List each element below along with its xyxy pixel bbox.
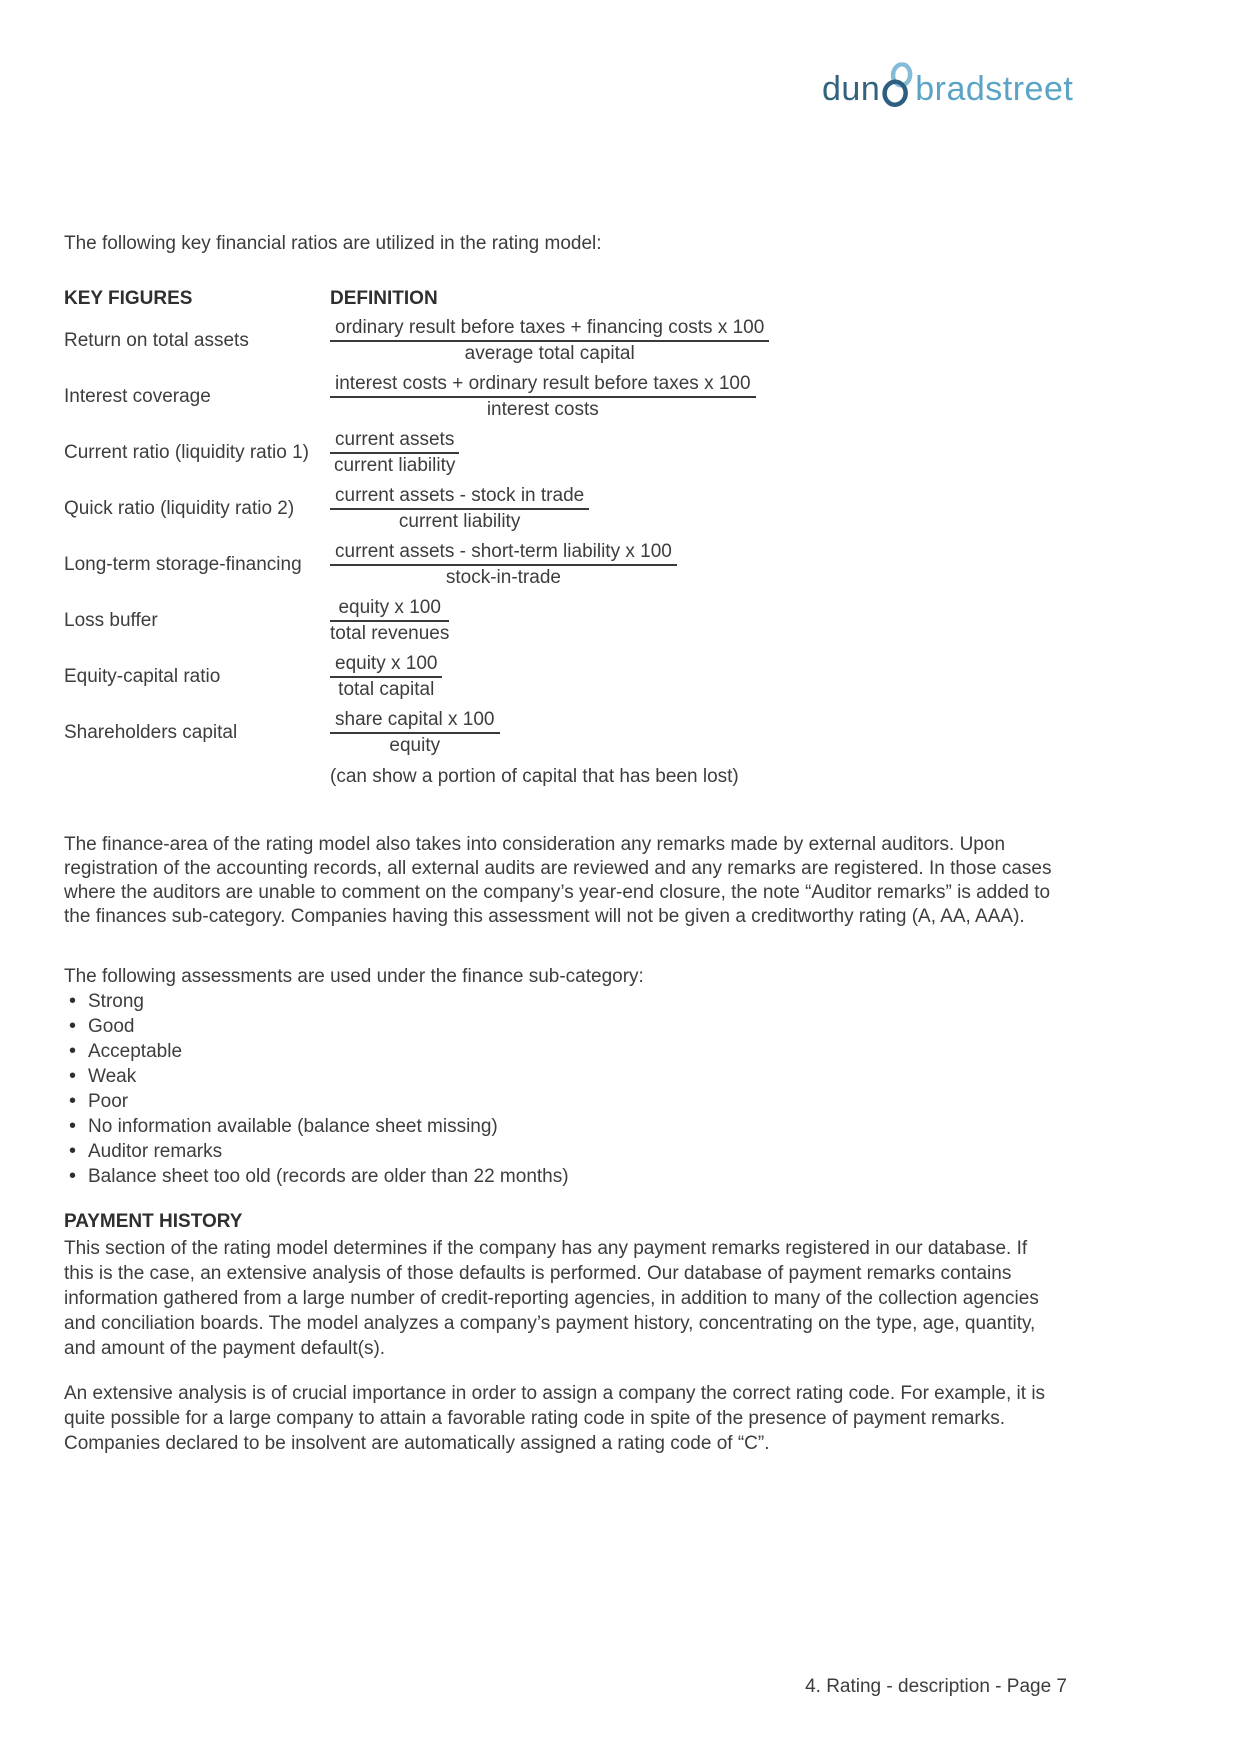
list-item: • No information available (balance sheet missing) bbox=[64, 1114, 1056, 1139]
formula-denominator: current liability bbox=[398, 511, 521, 532]
page-footer: 4. Rating - description - Page 7 bbox=[805, 1676, 1067, 1697]
row-label: Long-term storage-financing bbox=[64, 554, 302, 575]
formula-numerator: share capital x 100 bbox=[330, 709, 500, 734]
formula-denominator: stock-in-trade bbox=[445, 567, 561, 588]
table-header-row bbox=[64, 286, 1056, 311]
row-label: Loss buffer bbox=[64, 610, 158, 631]
list-item: • Good bbox=[64, 1014, 1056, 1039]
table-row bbox=[64, 373, 1056, 421]
row-label: Shareholders capital bbox=[64, 722, 238, 743]
formula-numerator: current assets - short-term liability x 100 bbox=[330, 541, 677, 566]
formula-numerator: current assets bbox=[330, 429, 459, 454]
table-row bbox=[64, 317, 1056, 365]
list-item: • Poor bbox=[64, 1089, 1056, 1114]
payment-history-paragraph-2: An extensive analysis is of crucial importance in order to assign a company the correct rating code. For example, it is quite possible for a large company to attain a favorable rating code in spite of the presence of payment remarks. Companies declared to be insolvent are automatically assigned a rating code of “C”. bbox=[64, 1383, 1046, 1454]
finance-paragraph: The finance-area of the rating model also takes into consideration any remarks made by external auditors. Upon registration of the accounting records, all external audits are reviewed and any remarks are registered. In those cases where the auditors are unable to comment on the company’s year-end closure, the note “Auditor remarks” is added to the finances sub-category. Companies having this assessment will not be given a creditworthy rating (A, AA, AAA). bbox=[64, 834, 1052, 927]
list-item: • Weak bbox=[64, 1064, 1056, 1089]
ratio-formula bbox=[330, 709, 500, 757]
formula-numerator: equity x 100 bbox=[330, 597, 449, 622]
table-row bbox=[64, 709, 1056, 757]
ratio-formula bbox=[330, 429, 459, 477]
ratio-formula bbox=[330, 597, 449, 645]
payment-history-paragraph-1: This section of the rating model determines if the company has any payment remarks registered in our database. If this is the case, an extensive analysis of those defaults is performed. Our database of payment remarks contains information gathered from a large number of credit-reporting agencies, in addition to many of the collection agencies and conciliation boards. The model analyzes a company’s payment history, concentrating on the type, age, quantity, and amount of the payment default(s). bbox=[64, 1238, 1039, 1359]
table-row bbox=[64, 541, 1056, 589]
key-figures-table bbox=[64, 286, 1056, 788]
table-row bbox=[64, 429, 1056, 477]
assessments-intro: The following assessments are used under the finance sub-category: bbox=[64, 966, 644, 987]
ratio-formula bbox=[330, 485, 589, 533]
table-row bbox=[64, 597, 1056, 645]
list-item: • Acceptable bbox=[64, 1039, 1056, 1064]
table-row bbox=[64, 485, 1056, 533]
formula-denominator: total capital bbox=[338, 679, 435, 700]
key-figures-header: KEY FIGURES bbox=[64, 288, 193, 309]
intro-text: The following key financial ratios are utilized in the rating model: bbox=[64, 233, 602, 254]
row-label: Interest coverage bbox=[64, 386, 211, 407]
list-item: • Balance sheet too old (records are older than 22 months) bbox=[64, 1164, 1056, 1189]
formula-denominator: total revenues bbox=[330, 623, 450, 644]
definition-header: DEFINITION bbox=[330, 288, 438, 309]
assessments-list bbox=[64, 989, 1056, 1189]
formula-denominator: interest costs bbox=[486, 399, 599, 420]
table-row bbox=[64, 653, 1056, 701]
ratio-formula bbox=[330, 317, 769, 365]
row-label: Equity-capital ratio bbox=[64, 666, 221, 687]
row-label: Quick ratio (liquidity ratio 2) bbox=[64, 498, 295, 519]
list-item: • Auditor remarks bbox=[64, 1139, 1056, 1164]
logo-text-bradstreet: bradstreet bbox=[915, 70, 1074, 108]
page-body bbox=[64, 0, 1056, 1456]
table-note: (can show a portion of capital that has been lost) bbox=[330, 766, 739, 787]
formula-numerator: equity x 100 bbox=[330, 653, 442, 678]
payment-history-heading: PAYMENT HISTORY bbox=[64, 1211, 243, 1232]
formula-numerator: current assets - stock in trade bbox=[330, 485, 589, 510]
ratio-formula bbox=[330, 541, 677, 589]
formula-denominator: current liability bbox=[333, 455, 456, 476]
ratio-formula bbox=[330, 373, 756, 421]
ratio-formula bbox=[330, 653, 442, 701]
row-label: Current ratio (liquidity ratio 1) bbox=[64, 442, 309, 463]
formula-denominator: equity bbox=[389, 735, 441, 756]
row-label: Return on total assets bbox=[64, 330, 249, 351]
formula-numerator: interest costs + ordinary result before taxes x 100 bbox=[330, 373, 756, 398]
logo-text-dun: dun bbox=[822, 70, 881, 108]
formula-denominator: average total capital bbox=[464, 343, 635, 364]
formula-numerator: ordinary result before taxes + financing costs x 100 bbox=[330, 317, 769, 342]
list-item: • Strong bbox=[64, 989, 1056, 1014]
